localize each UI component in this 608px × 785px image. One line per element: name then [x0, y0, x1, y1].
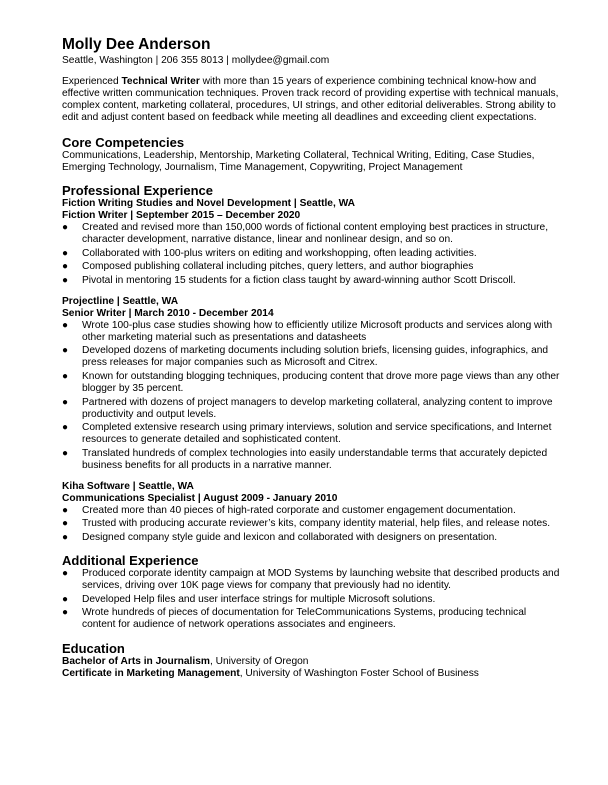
list-item — [62, 448, 562, 472]
education-section — [62, 641, 562, 680]
job-bullets — [62, 222, 562, 287]
list-item — [62, 397, 562, 421]
bullet-icon: ● — [62, 567, 69, 579]
section-title-experience: Professional Experience — [62, 183, 214, 198]
bullet-icon: ● — [62, 531, 69, 543]
bullet-text: Produced corporate identity campaign at MOD Systems by launching website that described products and services, driving over 10K page views for company that previously had no identity. — [82, 567, 560, 591]
bullet-icon: ● — [62, 447, 69, 459]
list-item — [62, 371, 562, 395]
bullet-icon: ● — [62, 247, 69, 259]
bullet-text: Wrote hundreds of pieces of documentation for TeleCommunications Systems, producing technical content for audience of network operations associates and engineers. — [82, 607, 527, 631]
education-entry — [62, 668, 562, 680]
bullet-icon: ● — [62, 222, 69, 233]
list-item — [62, 594, 562, 606]
core-competencies-list: Communications, Leadership, Mentorship, Marketing Collateral, Technical Writing, Editing, Case Studies, Emerging Technology, Journalism, Time Management, Copywriting, Project Management — [62, 150, 535, 173]
job-role: Communications Specialist | August 2009 - January 2010 — [62, 492, 338, 504]
core-competencies-section — [62, 135, 562, 174]
education-entry — [62, 656, 562, 668]
professional-experience-section — [62, 183, 562, 544]
bullet-icon: ● — [62, 593, 69, 605]
bullet-text: Collaborated with 100-plus writers on editing and workshopping, often leading activities. — [82, 247, 477, 259]
summary-body: with more than 15 years of experience combining technical know-how and effective written communication techniques. Proven track record of providing expertise with technical manuals, complex content, marketing collateral, procedures, UI strings, and other editorial deliverables. Strong ability to edit and adjust content based on feedback while meeting all deadlines and exceeding client expectations. — [62, 76, 559, 123]
additional-experience-section — [62, 553, 562, 631]
resume-page — [62, 36, 562, 680]
list-item — [62, 505, 562, 517]
school-name: , University of Oregon — [209, 656, 309, 668]
list-item — [62, 248, 562, 260]
bullet-text: Designed company style guide and lexicon and collaborated with designers on presentation. — [82, 531, 498, 543]
additional-bullets — [62, 568, 562, 631]
list-item — [62, 222, 562, 246]
candidate-name: Molly Dee Anderson — [62, 36, 211, 53]
list-item — [62, 568, 562, 592]
bullet-text: Wrote 100-plus case studies showing how to efficiently utilize Microsoft products and services along with other marketing material such as presentations and datasheets — [82, 319, 553, 343]
bullet-text: Pivotal in mentoring 15 students for a fiction class taught by award-winning author Scott Driscoll. — [82, 274, 516, 286]
list-item — [62, 518, 562, 530]
summary-intro: Experienced — [62, 76, 122, 87]
bullet-icon: ● — [62, 319, 69, 331]
bullet-icon: ● — [62, 504, 69, 516]
section-title-education: Education — [62, 641, 125, 657]
list-item — [62, 422, 562, 446]
list-item — [62, 320, 562, 344]
bullet-text: Developed Help files and user interface strings for multiple Microsoft solutions. — [82, 593, 436, 605]
bullet-icon: ● — [62, 261, 69, 273]
bullet-icon: ● — [62, 274, 69, 286]
bullet-icon: ● — [62, 422, 69, 434]
degree-name: Bachelor of Arts in Journalism — [62, 656, 210, 668]
bullet-text: Developed dozens of marketing documents including solution briefs, licensing guides, infographics, and press releases for major companies such as Microsoft and Citrex. — [82, 345, 549, 369]
list-item — [62, 261, 562, 273]
list-item — [62, 275, 562, 287]
school-name: , University of Washington Foster School of Business — [239, 668, 479, 680]
degree-name: Certificate in Marketing Management — [62, 668, 240, 680]
job-company: Projectline | Seattle, WA — [62, 295, 179, 307]
professional-summary — [62, 76, 562, 124]
bullet-icon: ● — [62, 345, 69, 357]
bullet-icon: ● — [62, 396, 69, 408]
contact-line: Seattle, Washington | 206 355 8013 | mollydee@gmail.com — [62, 55, 330, 66]
section-title-core: Core Competencies — [62, 135, 185, 150]
bullet-text: Known for outstanding blogging techniques, producing content that drove more page views than any other blogger by 35 percent. — [82, 370, 560, 394]
bullet-text: Trusted with producing accurate reviewer’s kits, company identity material, help files, and release notes. — [82, 518, 551, 530]
list-item — [62, 607, 562, 631]
job-entry — [62, 481, 562, 544]
section-title-additional: Additional Experience — [62, 552, 199, 568]
bullet-text: Created more than 40 pieces of high-rated corporate and customer engagement documentation. — [82, 504, 516, 516]
job-bullets — [62, 320, 562, 472]
job-role: Senior Writer | March 2010 - December 2014 — [62, 307, 274, 319]
job-role: Fiction Writer | September 2015 – December 2020 — [62, 210, 301, 221]
job-bullets — [62, 505, 562, 544]
bullet-text: Translated hundreds of complex technologies into easily understandable terms that accurately depicted business benefits for all products in a narrative manner. — [82, 447, 548, 471]
bullet-text: Partnered with dozens of project managers to develop marketing collateral, analyzing content to improve productivity and output levels. — [82, 396, 553, 420]
bullet-icon: ● — [62, 370, 69, 382]
bullet-text: Completed extensive research using primary interviews, solution and service specifications, and Internet resources to generate detailed and sophisticated content. — [82, 422, 552, 446]
bullet-text: Created and revised more than 150,000 words of fictional content employing best practices in structure, character development, narrative distance, linear and nonlinear design, and so on. — [82, 222, 549, 245]
job-entry — [62, 198, 562, 287]
job-company: Fiction Writing Studies and Novel Development | Seattle, WA — [62, 198, 356, 209]
bullet-icon: ● — [62, 518, 69, 530]
job-company: Kiha Software | Seattle, WA — [62, 480, 194, 492]
bullet-text: Composed publishing collateral including pitches, query letters, and author biographies — [82, 261, 474, 273]
list-item — [62, 345, 562, 369]
bullet-icon: ● — [62, 607, 69, 619]
job-entry — [62, 296, 562, 472]
summary-title-bold: Technical Writer — [121, 76, 200, 87]
list-item — [62, 532, 562, 544]
